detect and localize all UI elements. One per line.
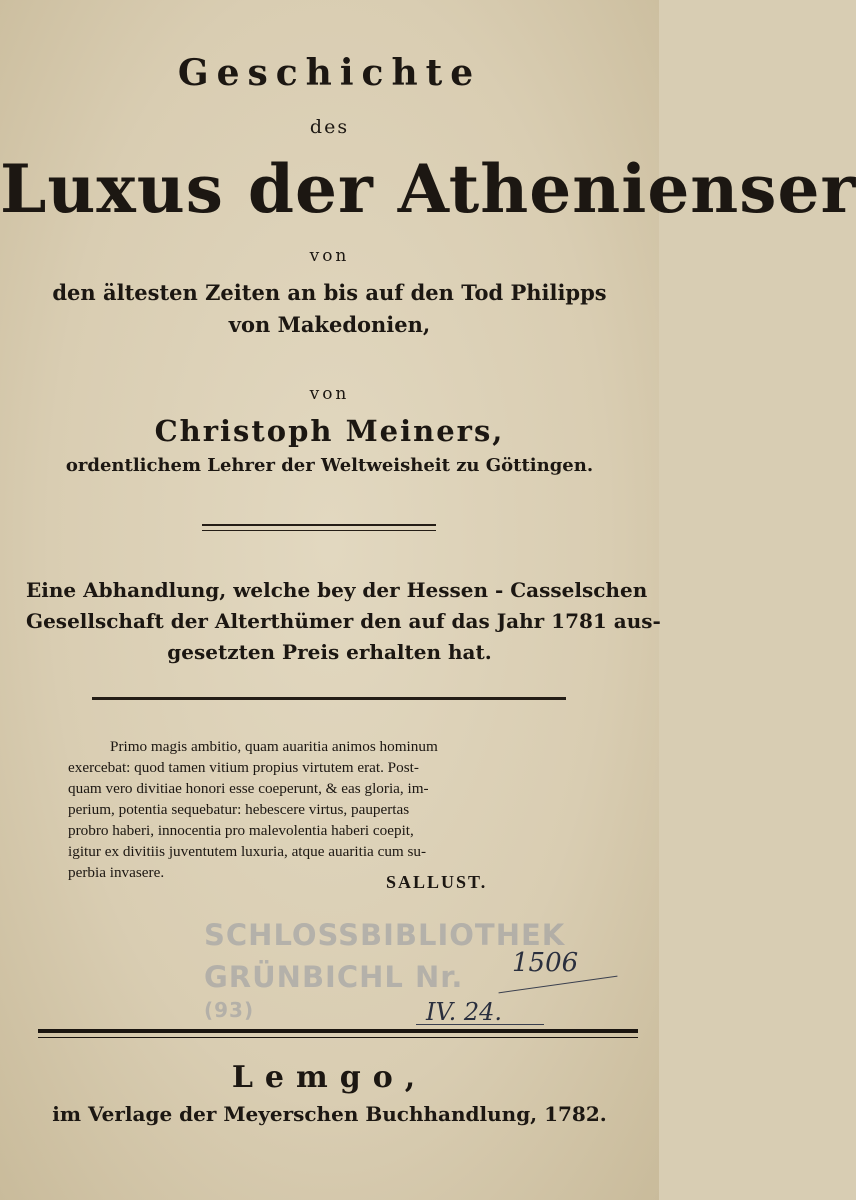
quote-line: quam vero divitiae honori esse coeperunt, & eas gloria, im- bbox=[68, 780, 429, 797]
imprint-place: Lemgo, bbox=[231, 1060, 428, 1095]
divider-rule bbox=[202, 524, 436, 526]
quote-line: exercebat: quod tamen vitium propius virtutem erat. Post- bbox=[68, 759, 419, 776]
handwritten-shelfmark: IV. 24. bbox=[426, 998, 503, 1026]
library-stamp-line-1: SCHLOSSBIBLIOTHEK bbox=[204, 918, 566, 952]
essay-line-2: Gesellschaft der Alterthümer den auf das Jahr 1781 aus- bbox=[26, 609, 661, 633]
imprint-rule bbox=[38, 1029, 638, 1033]
handwritten-underline bbox=[416, 1024, 544, 1025]
author-von: von bbox=[309, 384, 350, 404]
quote-source: SALLUST. bbox=[386, 872, 488, 892]
essay-line-3: gesetzten Preis erhalten hat. bbox=[167, 640, 492, 664]
quote-line: probro haberi, innocentia pro malevolentia haberi coepit, bbox=[68, 822, 414, 839]
library-stamp-line-2: GRÜNBICHL Nr. bbox=[204, 960, 464, 994]
divider-rule-thin bbox=[202, 530, 436, 531]
title-line-1: Geschichte bbox=[177, 52, 482, 94]
subtitle-line-2: von Makedonien, bbox=[228, 312, 431, 337]
quote-divider bbox=[92, 697, 566, 700]
essay-line-1: Eine Abhandlung, welche bey der Hessen - Casselschen bbox=[26, 578, 648, 602]
quote-line: Primo magis ambitio, quam auaritia animos hominum bbox=[110, 738, 438, 755]
quote-line: igitur ex divitiis juventutem luxuria, atque auaritia cum su- bbox=[68, 843, 427, 860]
title-von: von bbox=[309, 246, 350, 266]
quote-line: perbia invasere. bbox=[68, 864, 165, 881]
imprint-rule-thin bbox=[38, 1037, 638, 1038]
main-title: Luxus der Athenienser bbox=[0, 150, 856, 228]
subtitle-line-1: den ältesten Zeiten an bis auf den Tod Philipps bbox=[52, 280, 607, 305]
handwritten-number: 1506 bbox=[512, 948, 579, 978]
imprint-publisher: im Verlage der Meyerschen Buchhandlung, 1782. bbox=[52, 1102, 607, 1126]
author-name: Christoph Meiners, bbox=[154, 414, 505, 448]
library-stamp-line-3: (93) bbox=[204, 998, 255, 1022]
title-line-2: des bbox=[309, 116, 350, 138]
quote-line: perium, potentia sequebatur: hebescere virtus, paupertas bbox=[68, 801, 410, 818]
author-title: ordentlichem Lehrer der Weltweisheit zu Göttingen. bbox=[65, 455, 594, 476]
